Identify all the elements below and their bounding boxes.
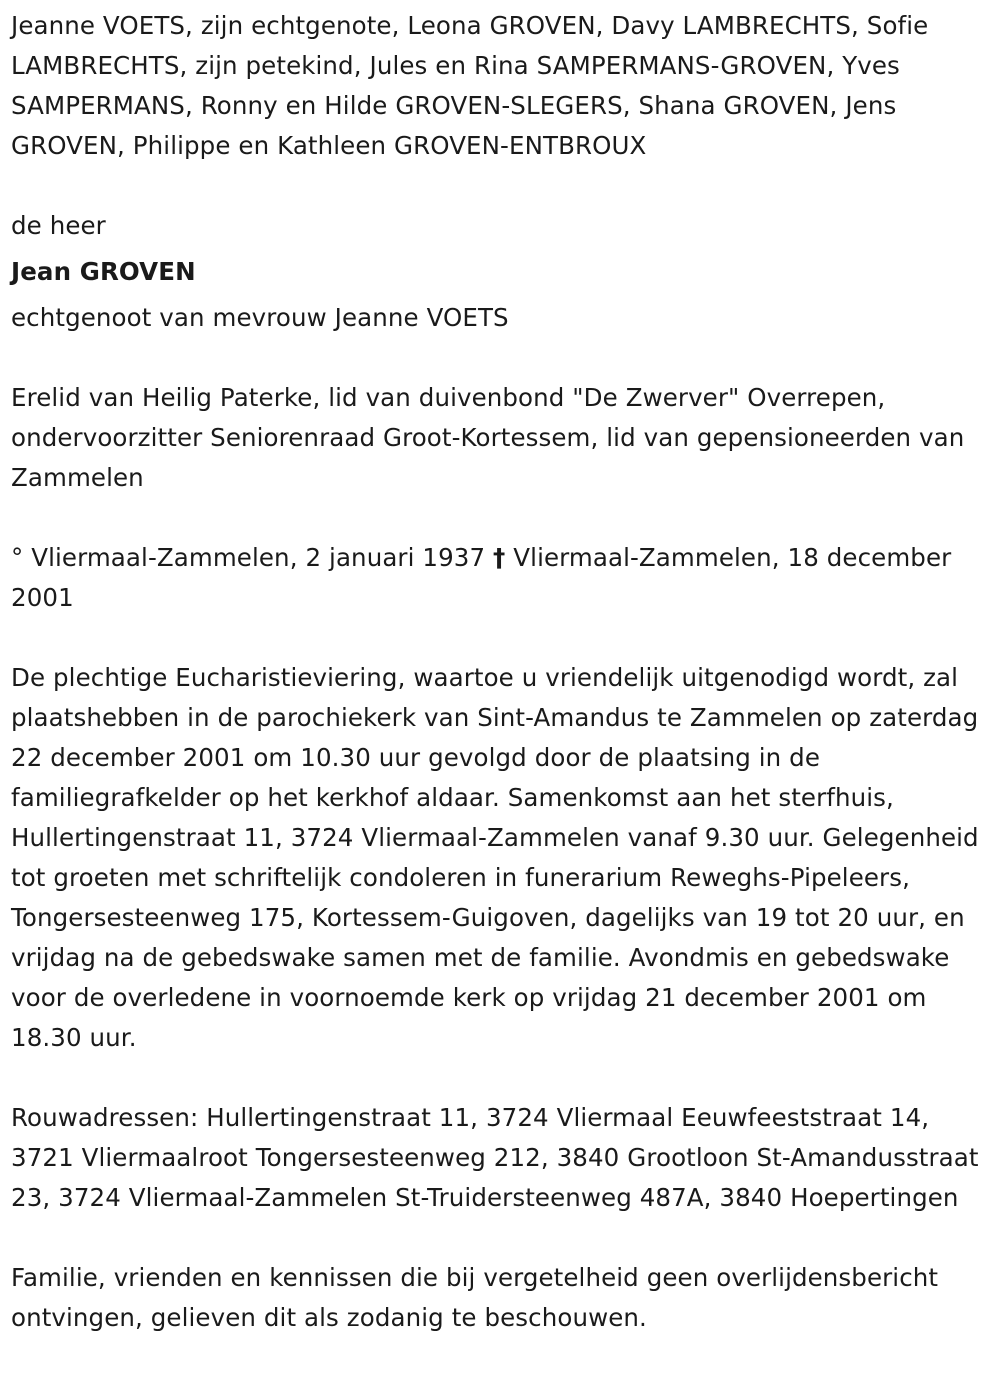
spacer xyxy=(11,166,996,206)
death-notice xyxy=(11,6,996,1338)
closing-note: Familie, vrienden en kennissen die bij vergetelheid geen overlijdensbericht ontvingen, gelieven dit als zodanig te beschouwen. xyxy=(11,1263,939,1332)
deceased-name: Jean GROVEN xyxy=(11,257,196,286)
ceremony-details: De plechtige Eucharistieviering, waartoe u vriendelijk uitgenodigd wordt, zal plaatshebben in de parochiekerk van Sint-Amandus te Zammelen op zaterdag 22 december 2001 om 10.30 uur gevolgd door de plaatsing in de familiegrafkelder op het kerkhof aldaar. Samenkomst aan het sterfhuis, Hullertingenstraat 11, 3724 Vliermaal-Zammelen vanaf 9.30 uur. Gelegenheid tot groeten met schriftelijk condoleren in funerarium Reweghs-Pipeleers, Tongersesteenweg 175, Kortessem-Guigoven, dagelijks van 19 tot 20 uur, en vrijdag na de gebedswake samen met de familie. Avondmis en gebedswake voor de overledene in voornoemde kerk op vrijdag 21 december 2001 om 18.30 uur. xyxy=(11,663,979,1052)
birth-text: Vliermaal-Zammelen, 2 januari 1937 xyxy=(31,543,486,572)
death-text: Vliermaal-Zammelen, 18 december 2001 xyxy=(11,543,952,612)
mourning-addresses: Rouwadressen: Hullertingenstraat 11, 3724 Vliermaal Eeuwfeeststraat 14, 3721 Vliermaalroot Tongersesteenweg 212, 3840 Grootloon St-Amandusstraat 23, 3724 Vliermaal-Zammelen St-Truidersteenweg 487A, 3840 Hoepertingen xyxy=(11,1103,979,1212)
spacer xyxy=(11,498,996,538)
birth-symbol: ° xyxy=(11,543,24,572)
family-list: Jeanne VOETS, zijn echtgenote, Leona GROVEN, Davy LAMBRECHTS, Sofie LAMBRECHTS, zijn petekind, Jules en Rina SAMPERMANS-GROVEN, Yves SAMPERMANS, Ronny en Hilde GROVEN-SLEGERS, Shana GROVEN, Jens GROVEN, Philippe en Kathleen GROVEN-ENTBROUX xyxy=(11,11,929,160)
spacer xyxy=(11,1218,996,1258)
spacer xyxy=(11,1058,996,1098)
salutation: de heer xyxy=(11,211,106,240)
life-dates xyxy=(11,538,996,618)
spacer xyxy=(11,618,996,658)
cross-icon: † xyxy=(493,543,506,572)
spouse-line: echtgenoot van mevrouw Jeanne VOETS xyxy=(11,303,509,332)
memberships: Erelid van Heilig Paterke, lid van duivenbond "De Zwerver" Overrepen, ondervoorzitter Seniorenraad Groot-Kortessem, lid van gepensioneerden van Zammelen xyxy=(11,383,965,492)
spacer xyxy=(11,338,996,378)
